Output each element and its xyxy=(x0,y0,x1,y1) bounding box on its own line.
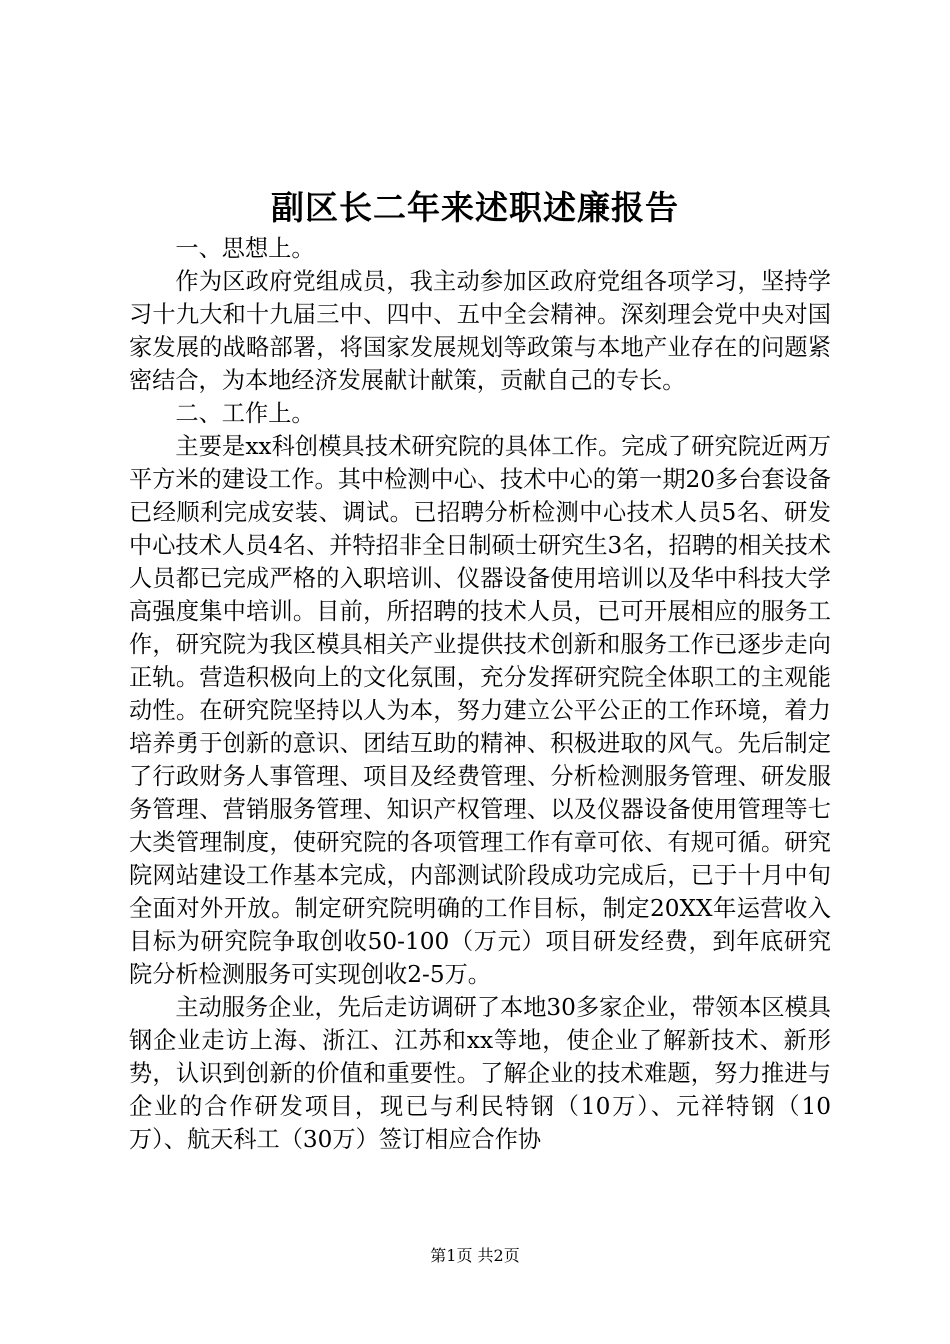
section-heading-thought: 一、思想上。 xyxy=(175,235,315,262)
document-body xyxy=(129,232,831,1156)
section-heading-work: 二、工作上。 xyxy=(175,400,315,427)
page-number-footer: 第1页 共2页 xyxy=(430,1246,520,1265)
paragraph: 主要是xx科创模具技术研究院的具体工作。完成了研究院近两万平方米的建设工作。其中检测中心、技术中心的第一期20多台套设备已经顺利完成安装、调试。已招聘分析检测中心技术人员5名、研发中心技术人员4名、并特招非全日制硕士研究生3名，招聘的相关技术人员都已完成严格的入职培训、仪器设备使用培训以及华中科技大学高强度集中培训。目前，所招聘的技术人员，已可开展相应的服务工作，研究院为我区模具相关产业提供技术创新和服务工作已逐步走向正轨。营造积极向上的文化氛围，充分发挥研究院全体职工的主观能动性。在研究院坚持以人为本，努力建立公平公正的工作环境，着力培养勇于创新的意识、团结互助的精神、积极进取的风气。先后制定了行政财务人事管理、项目及经费管理、分析检测服务管理、研发服务管理、营销服务管理、知识产权管理、以及仪器设备使用管理等七大类管理制度，使研究院的各项管理工作有章可依、有规可循。研究院网站建设工作基本完成，内部测试阶段成功完成后，已于十月中旬全面对外开放。制定研究院明确的工作目标，制定20XX年运营收入目标为研究院争取创收50-100（万元）项目研发经费，到年底研究院分析检测服务可实现创收2-5万。 xyxy=(129,433,831,988)
paragraph: 作为区政府党组成员，我主动参加区政府党组各项学习，坚持学习十九大和十九届三中、四中、五中全会精神。深刻理会党中央对国家发展的战略部署，将国家发展规划等政策与本地产业存在的问题紧密结合，为本地经济发展献计献策，贡献自己的专长。 xyxy=(129,268,831,394)
document-title: 副区长二年来述职述廉报告 xyxy=(271,188,679,227)
paragraph: 主动服务企业，先后走访调研了本地30多家企业，带领本区模具钢企业走访上海、浙江、江苏和xx等地，使企业了解新技术、新形势，认识到创新的价值和重要性。了解企业的技术难题，努力推进与企业的合作研发项目，现已与利民特钢（10万）、元祥特钢（10万）、航天科工（30万）签订相应合作协 xyxy=(129,994,831,1153)
